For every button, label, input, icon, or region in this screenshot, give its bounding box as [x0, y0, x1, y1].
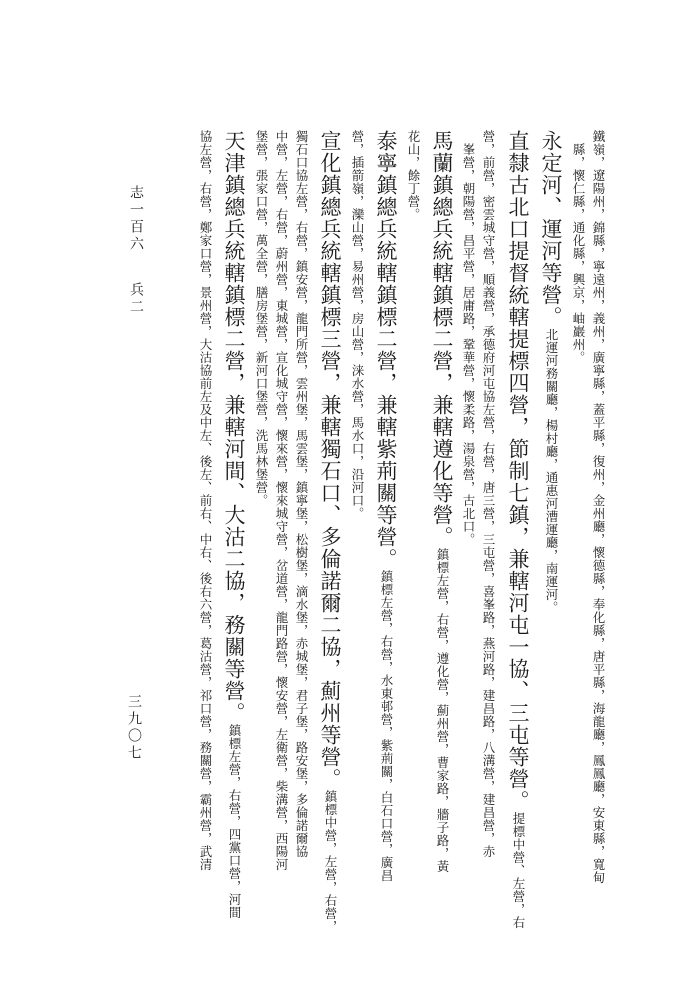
text-column-15: 天津鎮總兵統轄鎮標二營，兼轄河間、大沽二協，務關等營。鎮標左營，右營，四黨口營，河間	[222, 130, 246, 919]
text-column-1: 鐵嶺，遼陽州，錦縣，寧遠州，義州，廣寧縣，蓋平縣，復州，金州廳，懷德縣，奉化縣，唐平縣，海龍廳，鳳鳳廳，安東縣，寬甸	[591, 130, 606, 884]
text-column-5: 營，前營，密雲城守營，順義營，承德府河屯協左營，右營，唐三營，三屯營，喜峯路，燕河路，建昌路，八溝營，建昌營，赤	[481, 130, 496, 858]
text-column-6: 峯營，朝陽營，昌平營，居庸路，鞏華營，懷柔路，湯泉營，古北口。	[461, 143, 476, 546]
text-column-9: 泰寧鎮總兵統轄鎮標二營，兼轄紫荊關等營。鎮標左營，右營，水東邨營，紫荊關，白石口營，廣昌	[374, 130, 398, 882]
text-column-11: 宣化鎮總兵統轄鎮標三營，兼轄獨石口、多倫諾爾二協，薊州等營。鎮標中營，左營，右營，	[318, 130, 342, 933]
inline-note: 鎮標左營，右營，四黨口營，河間	[227, 724, 242, 919]
text-column-16: 協左營，右營，鄭家口營，景州營，大沽協前左及中左、後左、前右、中右、後右六營，葛沽營，祁口營，務關營，霸州營，武清	[198, 130, 213, 871]
chapter-label: 志一百六	[128, 185, 144, 253]
inline-note: 北運河務關廳，楊村廳，通惠河漕運廳，南運河。	[544, 328, 559, 614]
inline-note: 鎮標左營，右營，水東邨營，紫荊關，白石口營，廣昌	[379, 570, 394, 882]
text-column-8: 花山，餘丁營。	[406, 130, 421, 221]
text-column-4: 直隸古北口提督統轄提標四營，節制七鎮，兼轄河屯一協、三屯等營。提標中營、左營，右	[506, 130, 530, 929]
text-column-2: 縣，懷仁縣，通化縣，興京，岫巖州。	[571, 143, 586, 364]
text-column-13: 中營，左營，右營，蔚州營，東城營，宣化城守營，懷來營，懷來城守營，岔道營，龍門路營，懷安營，左衛營，柴溝營，西陽河	[274, 130, 289, 871]
inline-note: 鎮標左營，右營，遵化營，薊州營，曹家路，牆子路，黃	[435, 548, 450, 873]
text-column-12: 獨石口協左營，右營，鎮安營，龍門所營，雲州堡，馬雲堡，鎮寧堡，松樹堡，滴水堡，赤城堡，君子堡，路安堡，多倫諾爾協	[294, 130, 309, 858]
inline-note: 鎮標中營，左營，右營，	[323, 790, 338, 933]
section-label: 兵二	[128, 282, 144, 316]
text-column-14: 堡營，張家口營，萬全營，膳房堡營，新河口堡營，洗馬林堡營。	[254, 130, 269, 507]
text-column-10: 營，插箭嶺，灤山營，易州營，房山營，涞水營，馬水口，沿河口。	[350, 130, 365, 520]
text-column-3: 永定河、運河等營。北運河務關廳，楊村廳，通惠河漕運廳，南運河。	[539, 130, 563, 614]
inline-note: 提標中營、左營，右	[511, 812, 526, 929]
page-number: 三九〇七	[126, 694, 142, 762]
text-column-7: 馬蘭鎮總兵統轄鎮標二營，兼轄遵化等營。鎮標左營，右營，遵化營，薊州營，曹家路，牆子路，黃	[430, 130, 454, 873]
